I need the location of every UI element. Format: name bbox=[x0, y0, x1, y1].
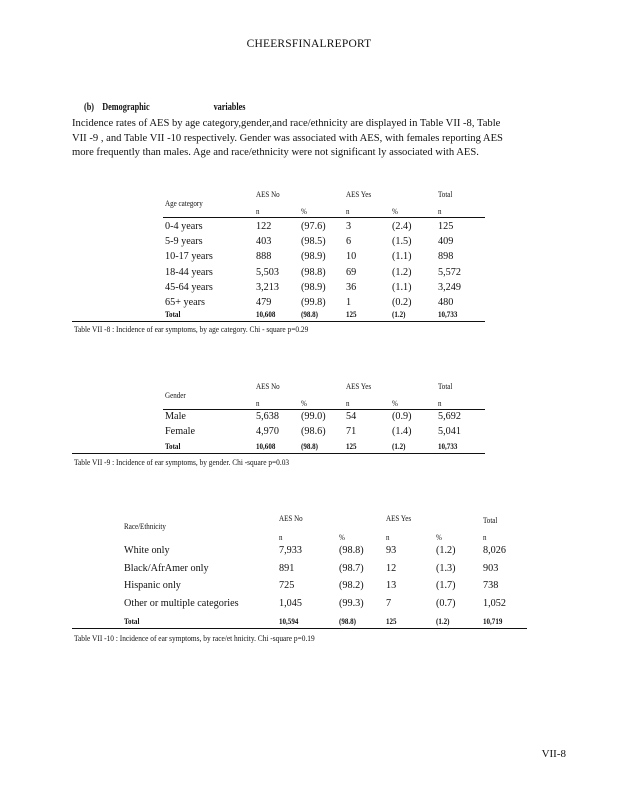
table-cell: (1.7) bbox=[436, 580, 456, 591]
row-label: White only bbox=[124, 545, 170, 556]
subheader-pct: % bbox=[436, 532, 442, 542]
table-caption: Table VII -10 : Incidence of ear symptoms, by race/et hnicity. Chi -square p=0.19 bbox=[74, 633, 315, 643]
table-bottom-rule bbox=[72, 453, 485, 454]
subheader-pct: % bbox=[301, 398, 307, 408]
table-cell: (99.8) bbox=[301, 297, 326, 308]
total-cell: (1.2) bbox=[392, 441, 406, 451]
table-cell: 8,026 bbox=[483, 545, 506, 556]
group-header-aes-yes: AES Yes bbox=[386, 513, 412, 523]
table-cell: 409 bbox=[438, 236, 454, 248]
row-header: Gender bbox=[165, 390, 186, 400]
row-label: Female bbox=[165, 426, 195, 438]
subheader-pct: % bbox=[392, 398, 398, 408]
table-cell: 479 bbox=[256, 297, 272, 308]
table-cell: 5,503 bbox=[256, 266, 279, 278]
table-cell: 3 bbox=[346, 221, 352, 232]
total-cell: (98.8) bbox=[339, 616, 357, 626]
table-cell: (0.7) bbox=[436, 597, 456, 609]
subheader-pct: % bbox=[392, 206, 398, 216]
table-cell: 1,045 bbox=[279, 597, 302, 609]
table-cell: 71 bbox=[346, 426, 357, 438]
total-cell: (1.2) bbox=[436, 616, 450, 626]
header-rule bbox=[163, 217, 485, 218]
table-cell: 69 bbox=[346, 266, 357, 278]
subheader-n: n bbox=[483, 532, 487, 542]
table-cell: (2.4) bbox=[392, 221, 412, 232]
group-header-total: Total bbox=[438, 189, 453, 199]
table-cell: 5,572 bbox=[438, 266, 461, 278]
total-cell: 125 bbox=[346, 309, 357, 319]
table-cell: (98.7) bbox=[339, 562, 364, 574]
total-cell: 125 bbox=[386, 616, 397, 626]
table-cell: 725 bbox=[279, 580, 295, 591]
paragraph-line: VII -9 , and Table VII -10 respectively. Gender was associated with AES, with females reporting AES bbox=[72, 132, 503, 144]
page-number: VII-8 bbox=[541, 748, 566, 760]
table-bottom-rule bbox=[72, 628, 527, 629]
table-cell: 888 bbox=[256, 251, 272, 263]
row-label: Male bbox=[165, 411, 186, 422]
table-cell: 122 bbox=[256, 221, 272, 232]
section-heading-a: Demographic bbox=[102, 102, 150, 113]
paragraph-line: more frequently than males. Age and race/ethnicity were not significant ly associated with AES. bbox=[72, 147, 479, 158]
section-heading-b: variables bbox=[213, 102, 246, 113]
group-header-aes-no: AES No bbox=[279, 513, 303, 523]
subheader-n: n bbox=[346, 206, 350, 216]
total-cell: (98.8) bbox=[301, 441, 319, 451]
table-cell: 480 bbox=[438, 297, 454, 308]
table-cell: 54 bbox=[346, 411, 357, 422]
group-header-aes-no: AES No bbox=[256, 381, 280, 391]
subheader-n: n bbox=[438, 206, 442, 216]
paragraph-line: Incidence rates of AES by age category,gender,and race/ethnicity are displayed in Table VII -8, Table bbox=[72, 118, 501, 129]
row-label: Other or multiple categories bbox=[124, 597, 239, 609]
table-cell: (1.1) bbox=[392, 281, 412, 293]
table-cell: 125 bbox=[438, 221, 454, 232]
table-cell: 903 bbox=[483, 562, 499, 574]
total-cell: 10,608 bbox=[256, 441, 276, 451]
subheader-n: n bbox=[386, 532, 390, 542]
total-cell: 10,608 bbox=[256, 309, 276, 319]
table-cell: (98.6) bbox=[301, 426, 326, 438]
table-cell: 891 bbox=[279, 562, 295, 574]
subheader-pct: % bbox=[301, 206, 307, 216]
row-label: Black/AfrAmer only bbox=[124, 562, 209, 574]
table-cell: (98.2) bbox=[339, 580, 364, 591]
total-label: Total bbox=[124, 616, 140, 626]
total-cell: 125 bbox=[346, 441, 357, 451]
table-cell: (1.5) bbox=[392, 236, 412, 248]
table-cell: 5,692 bbox=[438, 411, 461, 422]
total-cell: 10,733 bbox=[438, 309, 458, 319]
table-cell: (97.6) bbox=[301, 221, 326, 232]
total-cell: (98.8) bbox=[301, 309, 319, 319]
subheader-n: n bbox=[256, 398, 260, 408]
table-cell: 1 bbox=[346, 297, 352, 308]
table-cell: 93 bbox=[386, 545, 397, 556]
total-cell: 10,733 bbox=[438, 441, 458, 451]
row-label: 5-9 years bbox=[165, 236, 203, 248]
subheader-pct: % bbox=[339, 532, 345, 542]
table-cell: (1.3) bbox=[436, 562, 456, 574]
total-cell: 10,719 bbox=[483, 616, 503, 626]
group-header-aes-no: AES No bbox=[256, 189, 280, 199]
table-cell: 12 bbox=[386, 562, 397, 574]
table-cell: (99.0) bbox=[301, 411, 326, 422]
group-header-total: Total bbox=[483, 515, 498, 525]
row-label: 0-4 years bbox=[165, 221, 203, 232]
subheader-n: n bbox=[279, 532, 283, 542]
total-cell: 10,594 bbox=[279, 616, 299, 626]
table-cell: (1.2) bbox=[392, 266, 412, 278]
table-cell: (1.1) bbox=[392, 251, 412, 263]
table-cell: (0.2) bbox=[392, 297, 412, 308]
table-cell: 5,638 bbox=[256, 411, 279, 422]
table-cell: 1,052 bbox=[483, 597, 506, 609]
table-cell: (0.9) bbox=[392, 411, 412, 422]
row-label: Hispanic only bbox=[124, 580, 181, 591]
group-header-aes-yes: AES Yes bbox=[346, 189, 372, 199]
section-heading bbox=[84, 102, 245, 113]
table-cell: 898 bbox=[438, 251, 454, 263]
report-title: CHEERSFINALREPORT bbox=[246, 38, 372, 50]
table-cell: 13 bbox=[386, 580, 397, 591]
table-cell: 403 bbox=[256, 236, 272, 248]
row-label: 18-44 years bbox=[165, 266, 213, 278]
row-header: Age category bbox=[165, 198, 203, 208]
section-label: (b) bbox=[84, 102, 95, 113]
group-header-total: Total bbox=[438, 381, 453, 391]
total-label: Total bbox=[165, 441, 181, 451]
table-cell: (98.9) bbox=[301, 251, 326, 263]
table-cell: (99.3) bbox=[339, 597, 364, 609]
subheader-n: n bbox=[438, 398, 442, 408]
table-cell: (98.9) bbox=[301, 281, 326, 293]
table-cell: 3,249 bbox=[438, 281, 461, 293]
row-label: 45-64 years bbox=[165, 281, 213, 293]
table-cell: 7 bbox=[386, 597, 392, 609]
table-cell: 738 bbox=[483, 580, 499, 591]
table-cell: (98.8) bbox=[339, 545, 364, 556]
table-cell: (98.8) bbox=[301, 266, 326, 278]
table-cell: (1.2) bbox=[436, 545, 456, 556]
table-cell: 7,933 bbox=[279, 545, 302, 556]
header-rule bbox=[163, 409, 485, 410]
table-bottom-rule bbox=[72, 321, 485, 322]
body-paragraph bbox=[72, 117, 570, 161]
table-cell: 3,213 bbox=[256, 281, 279, 293]
group-header-aes-yes: AES Yes bbox=[346, 381, 372, 391]
table-cell: 4,970 bbox=[256, 426, 279, 438]
total-label: Total bbox=[165, 309, 181, 319]
table-cell: 10 bbox=[346, 251, 357, 263]
table-cell: 5,041 bbox=[438, 426, 461, 438]
subheader-n: n bbox=[256, 206, 260, 216]
table-caption: Table VII -8 : Incidence of ear symptoms, by age category. Chi - square p=0.29 bbox=[74, 324, 309, 334]
subheader-n: n bbox=[346, 398, 350, 408]
table-cell: 36 bbox=[346, 281, 357, 293]
row-header: Race/Ethnicity bbox=[124, 521, 166, 531]
row-label: 65+ years bbox=[165, 297, 205, 308]
total-cell: (1.2) bbox=[392, 309, 406, 319]
row-label: 10-17 years bbox=[165, 251, 213, 263]
table-cell: (1.4) bbox=[392, 426, 412, 438]
table-cell: 6 bbox=[346, 236, 352, 248]
table-cell: (98.5) bbox=[301, 236, 326, 248]
table-caption: Table VII -9 : Incidence of ear symptoms, by gender. Chi -square p=0.03 bbox=[74, 457, 290, 467]
